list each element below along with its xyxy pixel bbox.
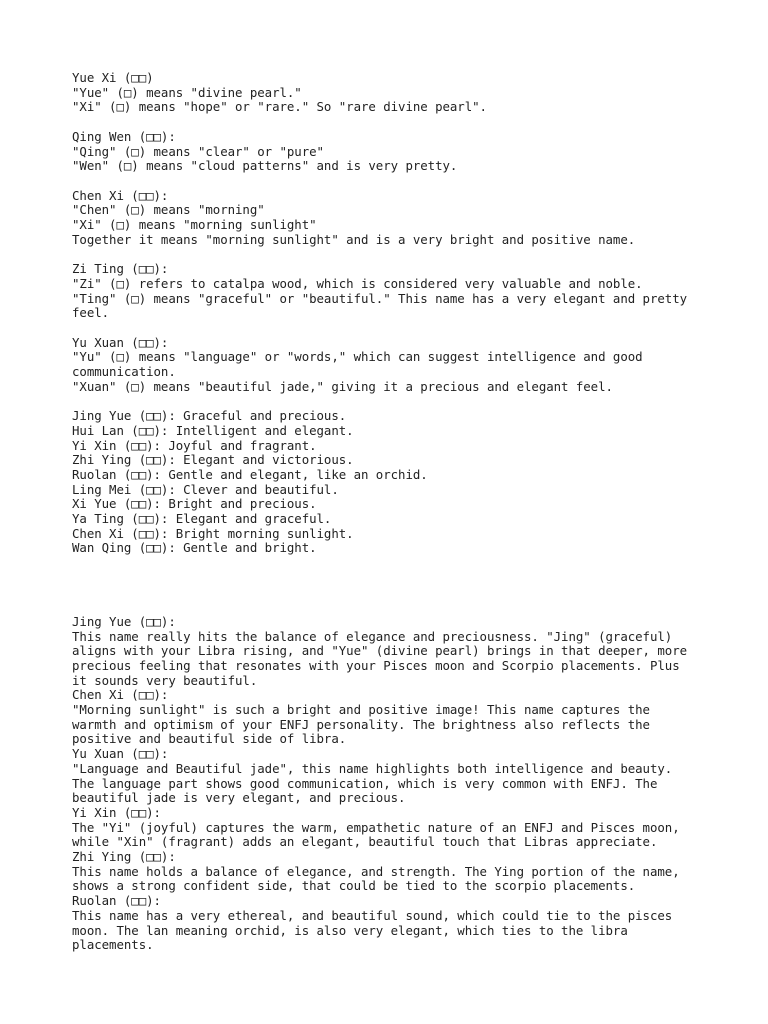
text-line: while "Xin" (fragrant) adds an elegant, beautiful touch that Libras appreciate. (72, 834, 658, 850)
text-line: "Yu" (□) means "language" or "words," which can suggest intelligence and good (72, 349, 643, 365)
text-line: "Zi" (□) refers to catalpa wood, which is considered very valuable and noble. (72, 275, 643, 291)
text-line: positive and beautiful side of libra. (72, 731, 347, 747)
name-analysis-section (72, 615, 732, 953)
text-line: This name really hits the balance of elegance and preciousness. "Jing" (graceful) (72, 628, 673, 644)
text-line: "Ting" (□) means "graceful" or "beautiful." This name has a very elegant and pretty (72, 290, 688, 306)
text-line: The "Yi" (joyful) captures the warm, empathetic nature of an ENFJ and Pisces moon, (72, 819, 680, 835)
text-line: Chen Xi (□□): Bright morning sunlight. (72, 525, 354, 541)
text-line: The language part shows good communication, which is very common with ENFJ. The (72, 775, 658, 791)
document-page (72, 71, 732, 953)
name-entry-block (72, 262, 732, 321)
text-line: Ruolan (□□): Gentle and elegant, like an orchid. (72, 466, 428, 482)
text-line: Ya Ting (□□): Elegant and graceful. (72, 511, 332, 527)
text-line: Zhi Ying (□□): (72, 849, 176, 865)
text-line: it sounds very beautiful. (72, 672, 258, 688)
text-line: "Yue" (□) means "divine pearl." (72, 84, 302, 100)
text-line: placements. (72, 937, 154, 953)
text-line: "Language and Beautiful jade", this name highlights both intelligence and beauty. (72, 760, 673, 776)
name-entry-block (72, 336, 732, 395)
text-line: This name has a very ethereal, and beautiful sound, which could tie to the pisces (72, 907, 673, 923)
text-line: "Xi" (□) means "morning sunlight" (72, 217, 317, 232)
text-line: Yue Xi (□□) (72, 70, 154, 85)
text-line: Wan Qing (□□): Gentle and bright. (72, 540, 317, 556)
text-line: precious feeling that resonates with your Pisces moon and Scorpio placements. Plus (72, 657, 680, 673)
text-line: beautiful jade is very elegant, and precious. (72, 790, 406, 806)
text-line: Qing Wen (□□): (72, 128, 176, 144)
name-list-section (72, 71, 732, 556)
text-line: shows a strong confident side, that could be tied to the scorpio placements. (72, 878, 636, 894)
text-line: "Chen" (□) means "morning" (72, 202, 265, 218)
text-line: Ruolan (□□): (72, 893, 161, 909)
name-entry-block (72, 189, 732, 248)
text-line: "Qing" (□) means "clear" or "pure" (72, 143, 324, 159)
text-line: "Xuan" (□) means "beautiful jade," giving it a precious and elegant feel. (72, 378, 613, 394)
text-line: This name holds a balance of elegance, and strength. The Ying portion of the name, (72, 863, 680, 879)
text-line: Zi Ting (□□): (72, 261, 169, 277)
text-line: communication. (72, 364, 176, 379)
text-line: moon. The lan meaning orchid, is also very elegant, which ties to the libra (72, 922, 628, 938)
text-line: Yi Xin (□□): (72, 804, 161, 820)
text-line: Together it means "morning sunlight" and is a very bright and positive name. (72, 231, 636, 247)
text-line: Ling Mei (□□): Clever and beautiful. (72, 481, 339, 497)
text-line: Zhi Ying (□□): Elegant and victorious. (72, 452, 354, 468)
name-entry-block (72, 409, 732, 556)
text-line: Yi Xin (□□): Joyful and fragrant. (72, 437, 317, 453)
text-line: Yu Xuan (□□): (72, 334, 169, 350)
text-line: feel. (72, 305, 110, 321)
name-entry-block (72, 71, 732, 115)
text-line: Jing Yue (□□): Graceful and precious. (72, 408, 347, 424)
text-line: Chen Xi (□□): (72, 687, 169, 703)
section-spacer (72, 571, 732, 615)
name-entry-block (72, 130, 732, 174)
text-line: Hui Lan (□□): Intelligent and elegant. (72, 422, 354, 438)
text-line: Jing Yue (□□): (72, 613, 176, 629)
text-line: "Xi" (□) means "hope" or "rare." So "rare divine pearl". (72, 99, 487, 115)
text-line: Xi Yue (□□): Bright and precious. (72, 496, 317, 512)
text-line: "Wen" (□) means "cloud patterns" and is very pretty. (72, 158, 458, 174)
text-line: Chen Xi (□□): (72, 187, 169, 203)
text-line: warmth and optimism of your ENFJ personality. The brightness also reflects the (72, 716, 650, 732)
text-line: "Morning sunlight" is such a bright and positive image! This name captures the (72, 702, 650, 718)
text-line: aligns with your Libra rising, and "Yue" (divine pearl) brings in that deeper, more (72, 643, 688, 659)
text-line: Yu Xuan (□□): (72, 746, 169, 762)
